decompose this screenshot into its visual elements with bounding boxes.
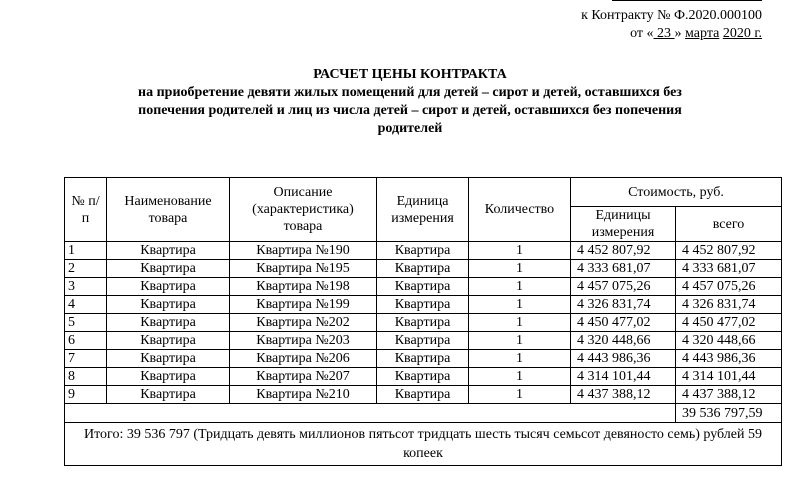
- row-unit: Квартира: [377, 350, 469, 368]
- row-price: 4 314 101,44: [571, 368, 676, 386]
- row-price: 4 333 681,07: [571, 260, 676, 278]
- row-description: Квартира №195: [230, 260, 377, 278]
- row-price: 4 437 388,12: [571, 386, 676, 404]
- row-total: 4 450 477,02: [676, 314, 782, 332]
- row-quantity: 1: [469, 314, 571, 332]
- row-quantity: 1: [469, 242, 571, 260]
- total-row: [65, 423, 782, 466]
- title-line-3: попечения родителей и лиц из числа детей – сирот и детей, оставшихся без попечения: [138, 103, 682, 118]
- row-quantity: 1: [469, 386, 571, 404]
- row-total: 4 443 986,36: [676, 350, 782, 368]
- contract-reference: к Контракту № Ф.2020.000100: [581, 8, 762, 23]
- row-description: Квартира №202: [230, 314, 377, 332]
- header-unit: Единица измерения: [377, 178, 469, 242]
- row-quantity: 1: [469, 260, 571, 278]
- row-num: 2: [65, 260, 107, 278]
- row-total: 4 333 681,07: [676, 260, 782, 278]
- row-unit: Квартира: [377, 260, 469, 278]
- price-table: [64, 177, 782, 466]
- contract-date: [630, 26, 762, 42]
- row-total: 4 452 807,92: [676, 242, 782, 260]
- row-total: 4 326 831,74: [676, 296, 782, 314]
- row-description: Квартира №198: [230, 278, 377, 296]
- row-name: Квартира: [107, 350, 230, 368]
- header-quantity: Количество: [469, 178, 571, 242]
- row-num: 3: [65, 278, 107, 296]
- row-description: Квартира №206: [230, 350, 377, 368]
- row-description: Квартира №190: [230, 242, 377, 260]
- row-num: 5: [65, 314, 107, 332]
- row-quantity: 1: [469, 368, 571, 386]
- row-description: Квартира №203: [230, 332, 377, 350]
- title-line-1: РАСЧЕТ ЦЕНЫ КОНТРАКТА: [313, 67, 507, 82]
- header-row: [65, 178, 782, 207]
- row-description: Квартира №210: [230, 386, 377, 404]
- row-name: Квартира: [107, 296, 230, 314]
- document-title: [60, 66, 760, 138]
- row-unit: Квартира: [377, 242, 469, 260]
- row-num: 7: [65, 350, 107, 368]
- date-prefix: от «: [630, 26, 654, 41]
- row-total: 4 314 101,44: [676, 368, 782, 386]
- header-num: № п/п: [65, 178, 107, 242]
- row-name: Квартира: [107, 386, 230, 404]
- title-line-2: на приобретение девяти жилых помещений для детей – сирот и детей, оставшихся без: [138, 85, 682, 100]
- row-unit: Квартира: [377, 332, 469, 350]
- row-unit: Квартира: [377, 386, 469, 404]
- header-name: Наименование товара: [107, 178, 230, 242]
- row-total: 4 320 448,66: [676, 332, 782, 350]
- header-cost: Стоимость, руб.: [571, 178, 782, 207]
- table-row: [65, 260, 782, 278]
- row-unit: Квартира: [377, 368, 469, 386]
- row-num: 4: [65, 296, 107, 314]
- row-unit: Квартира: [377, 296, 469, 314]
- table-row: [65, 368, 782, 386]
- table-row: [65, 314, 782, 332]
- table-row: [65, 386, 782, 404]
- row-name: Квартира: [107, 278, 230, 296]
- row-total: 4 457 075,26: [676, 278, 782, 296]
- date-day: 23: [653, 26, 675, 41]
- row-name: Квартира: [107, 260, 230, 278]
- row-price: 4 452 807,92: [571, 242, 676, 260]
- row-description: Квартира №207: [230, 368, 377, 386]
- sum-total: 39 536 797,59: [676, 404, 782, 423]
- top-rule: [612, 0, 762, 2]
- row-price: 4 450 477,02: [571, 314, 676, 332]
- table-row: [65, 350, 782, 368]
- header-unit-price: Единицы измерения: [571, 207, 676, 242]
- row-name: Квартира: [107, 242, 230, 260]
- title-line-4: родителей: [377, 121, 443, 136]
- header-description: Описание (характеристика) товара: [230, 178, 377, 242]
- row-unit: Квартира: [377, 278, 469, 296]
- row-num: 6: [65, 332, 107, 350]
- row-total: 4 437 388,12: [676, 386, 782, 404]
- total-text: Итого: 39 536 797 (Тридцать девять миллионов пятьсот тридцать шесть тысяч семьсот девяносто семь) рублей 59 копеек: [65, 423, 782, 466]
- header-total: всего: [676, 207, 782, 242]
- row-name: Квартира: [107, 332, 230, 350]
- row-num: 1: [65, 242, 107, 260]
- row-description: Квартира №199: [230, 296, 377, 314]
- row-num: 9: [65, 386, 107, 404]
- row-quantity: 1: [469, 332, 571, 350]
- row-name: Квартира: [107, 368, 230, 386]
- sum-row: [65, 404, 782, 423]
- row-quantity: 1: [469, 350, 571, 368]
- row-unit: Квартира: [377, 314, 469, 332]
- sum-blank-cell: [65, 404, 676, 423]
- table-row: [65, 242, 782, 260]
- date-month: марта: [685, 26, 720, 41]
- row-price: 4 326 831,74: [571, 296, 676, 314]
- row-price: 4 320 448,66: [571, 332, 676, 350]
- date-year: 2020 г.: [722, 26, 762, 41]
- row-num: 8: [65, 368, 107, 386]
- row-price: 4 457 075,26: [571, 278, 676, 296]
- row-quantity: 1: [469, 296, 571, 314]
- table-row: [65, 278, 782, 296]
- date-mid: »: [674, 26, 686, 41]
- table-row: [65, 296, 782, 314]
- row-price: 4 443 986,36: [571, 350, 676, 368]
- table-row: [65, 332, 782, 350]
- row-quantity: 1: [469, 278, 571, 296]
- row-name: Квартира: [107, 314, 230, 332]
